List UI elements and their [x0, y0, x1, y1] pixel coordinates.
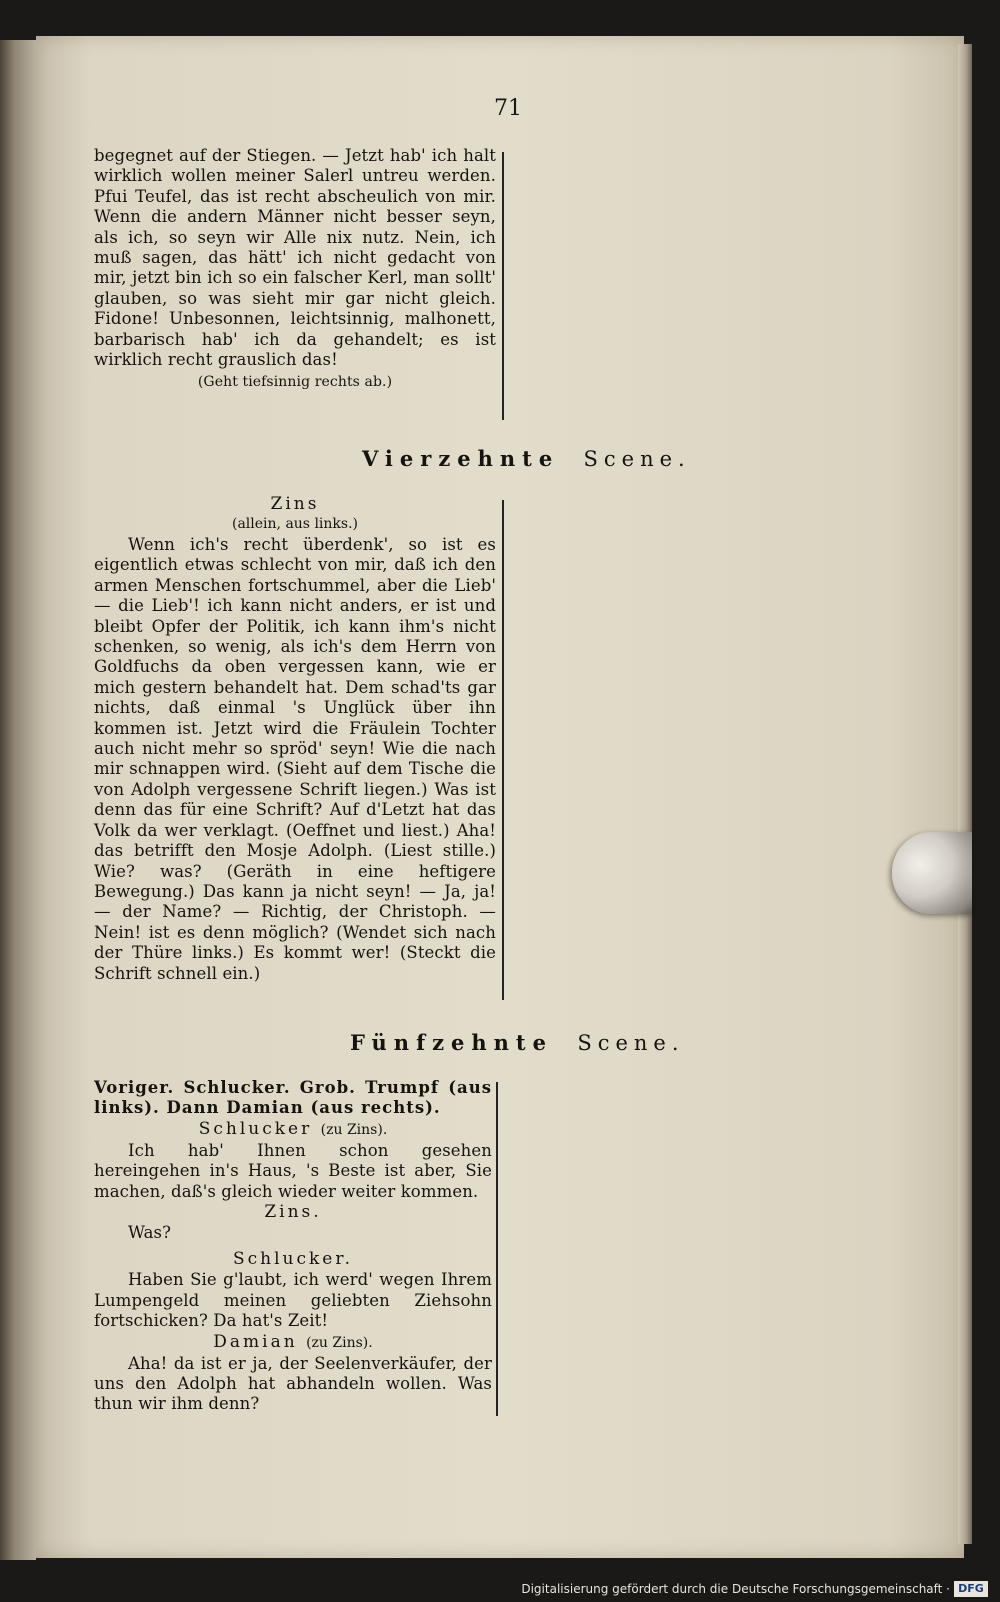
speaker-name: [94, 1119, 492, 1141]
scene-heading-14: [362, 446, 691, 471]
column-rule: [496, 1082, 498, 1416]
speaker-name: [94, 1332, 492, 1354]
speaker-direction: (allein, aus links.): [232, 516, 358, 532]
thumb-image: [892, 832, 972, 914]
monologue-text: begegnet auf der Stiegen. — Jetzt hab' ich halt wirklich wollen meiner Salerl untreu werden. Pfui Teufel, das ist recht abscheulich von mir. Wenn die andern Männer nicht besser seyn, als ich, so seyn wir Alle nix nutz. Nein, ich muß sagen, das hätt' ich nicht gedacht von mir, jetzt bin ich so ein falscher Kerl, man sollt' glauben, so was sieht mir gar nicht gleich. Fidone! Unbesonnen, leichtsinnig, malhonett, barbarisch hab' ich da gehandelt; es ist wirklich recht grauslich das!: [94, 146, 496, 370]
speaker-label: Damian: [213, 1331, 298, 1352]
scene-heading-word: Scene.: [583, 447, 691, 471]
column-rule: [502, 152, 504, 420]
scene14-column: [94, 494, 496, 984]
scene13-end-column: [94, 146, 496, 393]
scene-heading-word: Scene.: [577, 1031, 685, 1055]
column-rule: [502, 500, 504, 1000]
funding-notice: Digitalisierung gefördert durch die Deutsche Forschungsgemeinschaft ·: [521, 1582, 950, 1596]
scene-heading-word: Fünfzehnte: [350, 1030, 553, 1055]
monologue-text: Wenn ich's recht überdenk', so ist es eigentlich etwas schlecht von mir, daß ich den armen Menschen fortschummel, aber die Lieb' — die Lieb'! ich kann nicht anders, er ist und bleibt Opfer der Politik, ich kann ihm's nicht schenken, so wenig, als ich's dem Herrn von Goldfuchs da oben vergessen kann, wie er mich gestern behandelt hat. Dem schad'ts gar nichts, daß einmal 's Unglück über ihn kommen ist. Jetzt wird die Fräulein Tochter auch nicht mehr so spröd' seyn! Wie die nach mir schnappen wird. (Sieht auf dem Tische die von Adolph vergessene Schrift liegen.) Was ist denn das für eine Schrift? Auf d'Letzt hat das Volk da wer verklagt. (Oeffnet und liest.) Aha! das betrifft den Mosje Adolph. (Liest stille.) Wie? was? (Geräth in eine heftigere Bewegung.) Das kann ja nicht seyn! — Ja, ja! — der Name? — Richtig, der Christoph. — Nein! ist es denn möglich? (Wendet sich nach der Thüre links.) Es kommt wer! (Steckt die Schrift schnell ein.): [94, 535, 496, 983]
dialogue-line: Aha! da ist er ja, der Seelenverkäufer, der uns den Adolph hat abhandeln wollen. Was thun wir ihm denn?: [94, 1353, 492, 1414]
speaker-direction: (zu Zins).: [320, 1121, 388, 1138]
scene-heading-15: [350, 1030, 685, 1055]
dialogue-line: Was?: [128, 1223, 172, 1243]
speaker-name: Schlucker.: [232, 1249, 354, 1270]
stage-direction: (Geht tiefsinnig rechts ab.): [197, 374, 393, 391]
speaker-name: Zins: [270, 494, 320, 514]
dialogue-line: Ich hab' Ihnen schon gesehen hereingehen in's Haus, 's Beste ist aber, Sie machen, daß's gleich wieder weiter kommen.: [94, 1140, 492, 1201]
left-page-edge: [0, 40, 36, 1560]
scene-heading-word: Vierzehnte: [362, 446, 560, 471]
dialogue-line: Haben Sie g'laubt, ich werd' wegen Ihrem Lumpengeld meinen geliebten Ziehsohn fortschicken? Da hat's Zeit!: [94, 1270, 492, 1331]
scene15-column: [94, 1078, 492, 1415]
speaker-name: Zins.: [264, 1202, 322, 1223]
page-number: 71: [494, 96, 522, 121]
page-stack-edge: [958, 44, 972, 1544]
dfg-logo-icon: DFG: [954, 1581, 988, 1597]
speaker-label: Schlucker: [198, 1118, 313, 1139]
speaker-direction: (zu Zins).: [306, 1334, 373, 1351]
cast-list: Voriger. Schlucker. Grob. Trumpf (aus links). Dann Damian (aus rechts).: [94, 1078, 492, 1118]
